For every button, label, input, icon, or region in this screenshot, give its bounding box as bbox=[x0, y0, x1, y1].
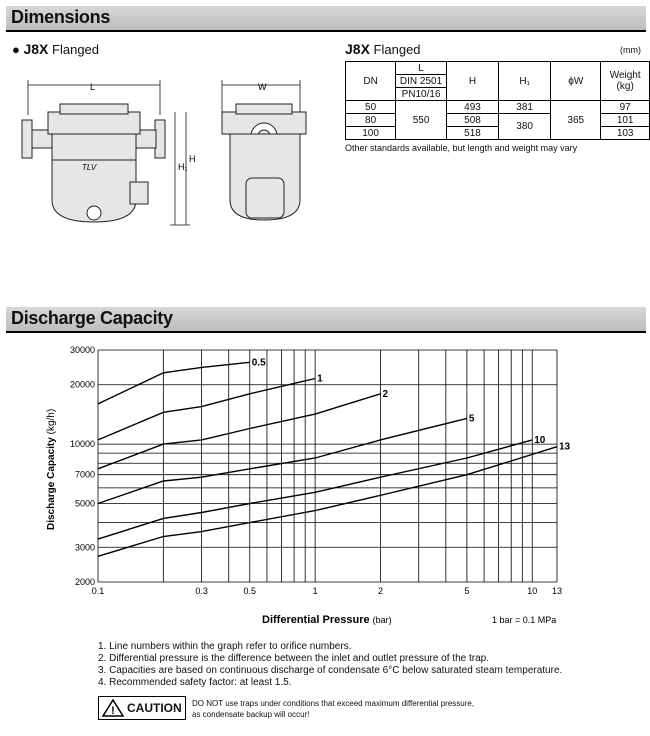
model-name: J8X bbox=[23, 41, 49, 57]
capacity-title: Discharge Capacity bbox=[11, 308, 173, 328]
cell-weight: 97 bbox=[601, 101, 650, 114]
svg-text:!: ! bbox=[111, 705, 115, 717]
dim-h1-label: H₁ bbox=[178, 162, 188, 172]
series-line-0.5 bbox=[98, 362, 250, 404]
x-axis-title: Differential Pressure bbox=[262, 614, 370, 626]
table-note: Other standards available, but length and weight may vary bbox=[345, 143, 578, 153]
series-label-2: 2 bbox=[382, 388, 389, 400]
cell-dn: 80 bbox=[346, 114, 396, 127]
header-h: H bbox=[446, 62, 498, 101]
header-std2: PN10/16 bbox=[396, 88, 447, 101]
note-item: 3. Capacities are based on continuous discharge of condensate 6°C below saturated steam temperature. bbox=[98, 665, 563, 676]
cell-h: 518 bbox=[446, 127, 498, 140]
series-label-13: 13 bbox=[559, 441, 571, 453]
chart-series bbox=[98, 357, 571, 556]
chart-grid bbox=[98, 350, 557, 582]
caution-line2: as condensate backup will occur! bbox=[192, 710, 310, 719]
dim-h-label: H bbox=[189, 154, 196, 164]
x-axis-label bbox=[262, 614, 392, 626]
x-tick-label: 0.1 bbox=[91, 586, 105, 596]
x-tick-label: 0.5 bbox=[243, 586, 257, 596]
caution-label: CAUTION bbox=[127, 701, 182, 715]
unit-label: (mm) bbox=[620, 45, 641, 55]
header-w: ϕW bbox=[551, 62, 601, 101]
cell-h: 508 bbox=[446, 114, 498, 127]
cell-w: 365 bbox=[551, 101, 601, 140]
model-label-right bbox=[345, 41, 421, 57]
cell-dn: 100 bbox=[346, 127, 396, 140]
model-name-right: J8X bbox=[345, 41, 370, 57]
conversion-note: 1 bar = 0.1 MPa bbox=[492, 615, 557, 625]
warning-icon bbox=[102, 699, 124, 717]
y-tick-label: 20000 bbox=[69, 379, 95, 390]
x-tick-label: 10 bbox=[527, 586, 538, 596]
trap-cover bbox=[48, 112, 140, 134]
note-item: 2. Differential pressure is the difference between the inlet and outlet pressure of the trap. bbox=[98, 653, 489, 664]
table-header-row bbox=[346, 62, 650, 75]
y-tick-label: 10000 bbox=[69, 439, 95, 450]
header-dn: DN bbox=[346, 62, 396, 101]
model-label-left bbox=[12, 41, 99, 57]
capacity-header bbox=[6, 307, 646, 333]
logo: TLV bbox=[82, 163, 97, 172]
series-label-0.5: 0.5 bbox=[251, 357, 266, 369]
series-label-10: 10 bbox=[534, 434, 546, 446]
cell-h: 493 bbox=[446, 101, 498, 114]
x-tick-label: 1 bbox=[312, 586, 318, 596]
y-axis-unit: (kg/h) bbox=[46, 408, 57, 435]
series-line-5 bbox=[98, 418, 467, 503]
table-row bbox=[346, 114, 650, 127]
model-variant: Flanged bbox=[52, 42, 100, 57]
y-axis-label bbox=[46, 409, 57, 530]
caution-badge bbox=[98, 696, 186, 720]
y-tick-label: 30000 bbox=[69, 345, 95, 355]
table-row bbox=[346, 127, 650, 140]
header-h1: H₁ bbox=[499, 62, 551, 101]
y-tick-label: 5000 bbox=[74, 498, 95, 509]
notes-list bbox=[98, 641, 562, 689]
cell-dn: 50 bbox=[346, 101, 396, 114]
inlet-flange bbox=[22, 120, 32, 158]
dimensions-title: Dimensions bbox=[11, 7, 111, 27]
dim-l-label: L bbox=[90, 82, 96, 92]
table-row bbox=[346, 101, 650, 114]
cell-weight: 103 bbox=[601, 127, 650, 140]
header-l: L bbox=[396, 62, 447, 75]
cell-h1: 380 bbox=[499, 114, 551, 140]
model-variant-right: Flanged bbox=[373, 42, 421, 57]
note-item: 1. Line numbers within the graph refer to orifice numbers. bbox=[98, 641, 352, 652]
capacity-chart bbox=[0, 340, 650, 630]
y-axis-title: Discharge Capacity bbox=[46, 437, 57, 530]
caution-line1: DO NOT use traps under conditions that exceed maximum differential pressure, bbox=[192, 699, 475, 708]
note-item: 4. Recommended safety factor: at least 1.5. bbox=[98, 677, 292, 688]
trap-drawing bbox=[0, 60, 340, 240]
header-std1: DIN 2501 bbox=[396, 75, 447, 88]
header-weight-line2: (kg) bbox=[616, 81, 634, 92]
bullet-icon: ● bbox=[12, 42, 20, 57]
y-tick-label: 7000 bbox=[74, 469, 95, 480]
series-label-5: 5 bbox=[468, 413, 475, 425]
header-weight bbox=[601, 62, 650, 101]
x-tick-label: 5 bbox=[464, 586, 470, 596]
x-tick-label: 0.3 bbox=[195, 586, 208, 596]
spec-table bbox=[345, 61, 650, 140]
x-tick-label: 2 bbox=[377, 586, 384, 596]
header-weight-line1: Weight bbox=[609, 70, 641, 81]
series-label-1: 1 bbox=[317, 373, 323, 385]
series-line-2 bbox=[98, 394, 381, 469]
x-axis-unit: (bar) bbox=[372, 615, 392, 625]
y-tick-label: 2000 bbox=[74, 577, 95, 587]
y-tick-label: 3000 bbox=[74, 542, 95, 553]
cell-h1: 381 bbox=[499, 101, 551, 114]
caution-text bbox=[192, 698, 474, 720]
cell-weight: 101 bbox=[601, 114, 650, 127]
dim-w-label: W bbox=[258, 82, 267, 92]
cell-l: 550 bbox=[396, 101, 447, 140]
dimensions-header bbox=[6, 6, 646, 32]
x-tick-label: 13 bbox=[551, 586, 563, 596]
